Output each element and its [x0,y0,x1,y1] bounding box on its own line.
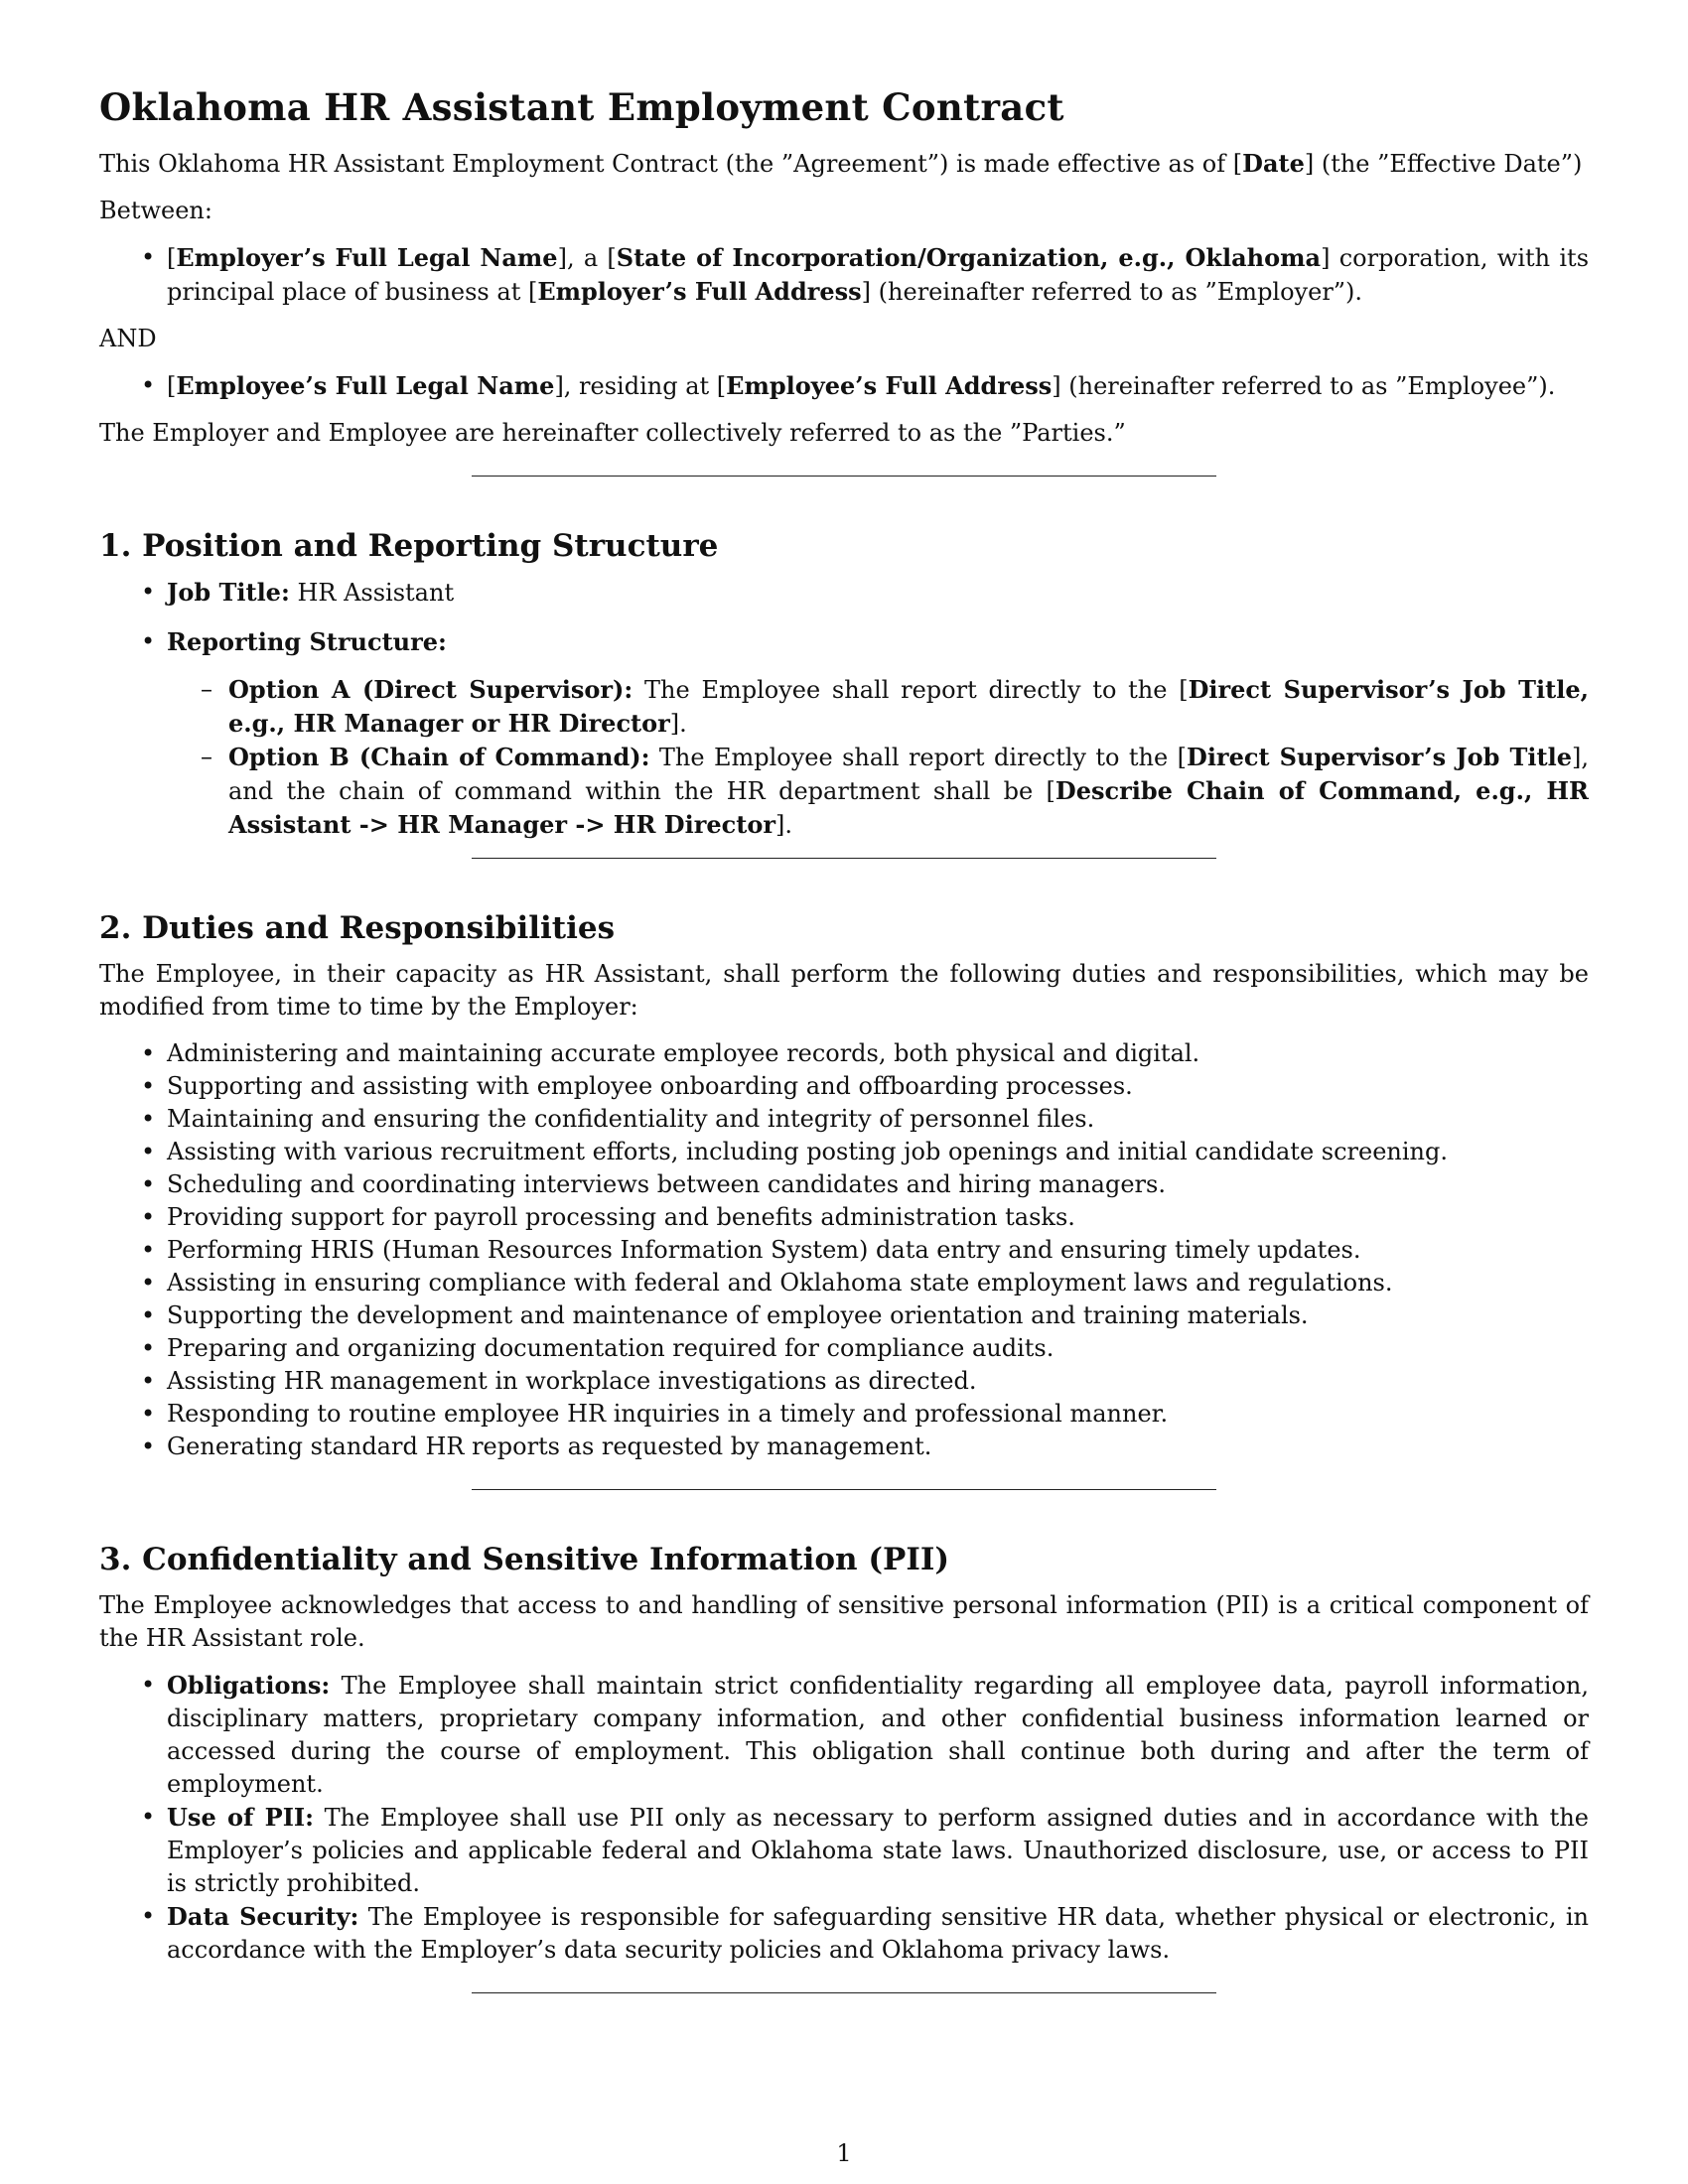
section-divider [472,858,1216,859]
section-3-intro: The Employee acknowledges that access to and handling of sensitive personal information (PII) is a critical component of the HR Assistant role. [99,1591,1589,1652]
obligations-item: • Obligations: The Employee shall maintain strict confidentiality regarding all employee data, payroll information, disciplinary matters, proprietary company information, and other confidential business information learned or accessed during the course of employment. This obligation shall continue both during and after the term of employment. [167,1669,1589,1801]
confidentiality-list [99,1669,1589,1967]
employer-name-placeholder: Employer’s Full Legal Name [176,243,558,272]
use-of-pii-item: • Use of PII: The Employee shall use PII only as necessary to perform assigned duties and in accordance with the Employer’s policies and applicable federal and Oklahoma state laws. Unauthorized disclosure, use, or access to PII is strictly prohibited. [167,1801,1589,1900]
page-number: 1 [836,2139,852,2167]
duty-item: • Assisting in ensuring compliance with federal and Oklahoma state employment laws and regulations. [167,1267,1589,1299]
effective-date-placeholder: Date [1242,149,1305,178]
between-label: Between: [99,197,212,224]
intro-paragraph: This Oklahoma HR Assistant Employment Contract (the ”Agreement”) is made effective as of [Date] (the ”Effective Date”) [99,149,1583,178]
section-divider [472,1489,1216,1490]
duty-item: • Scheduling and coordinating interviews between candidates and hiring managers. [167,1168,1589,1201]
duty-item: • Performing HRIS (Human Resources Information System) data entry and ensuring timely updates. [167,1234,1589,1267]
duty-item: • Administering and maintaining accurate employee records, both physical and digital. [167,1037,1589,1070]
parties-paragraph: The Employer and Employee are hereinafter collectively referred to as the ”Parties.” [99,419,1126,447]
employer-list [99,241,1589,309]
section-divider [472,1992,1216,1993]
employee-list [99,369,1589,403]
employee-address-placeholder: Employee’s Full Address [726,371,1053,400]
duties-list [99,1037,1589,1463]
employee-item: • [Employee’s Full Legal Name], residing at [Employee’s Full Address] (hereinafter referred to as ”Employee”). [167,369,1589,403]
option-a-item: – Option A (Direct Supervisor): The Employee shall report directly to the [Direct Supervisor’s Job Title, e.g., HR Manager or HR Director]. [228,673,1589,741]
duty-item: • Preparing and organizing documentation required for compliance audits. [167,1332,1589,1365]
duty-item: • Assisting with various recruitment efforts, including posting job openings and initial candidate screening. [167,1136,1589,1168]
reporting-structure-item: • Reporting Structure: – Option A (Direct Supervisor): The Employee shall report directly to the [Direct Supervisor’s Job Title, e.g., HR Manager or HR Director]. – Option B (Chain of Command): The Employee shall report directly to the [Direct Supervisor’s Job Title], and the chain of command within the HR department shall be [Describe Chain of Command, e.g., HR Assistant -> HR Manager -> HR Director]. [167,625,1589,842]
contract-page [99,85,1589,2045]
employee-name-placeholder: Employee’s Full Legal Name [176,371,555,400]
reporting-options-list [167,673,1589,842]
duty-item: • Generating standard HR reports as requested by management. [167,1431,1589,1463]
employer-address-placeholder: Employer’s Full Address [537,277,862,306]
employer-item: • [Employer’s Full Legal Name], a [State of Incorporation/Organization, e.g., Oklahoma] corporation, with its principal place of business at [Employer’s Full Address] (hereinafter referred to as ”Employer”). [167,241,1589,309]
duty-item: • Maintaining and ensuring the confidentiality and integrity of personnel files. [167,1103,1589,1136]
duty-item: • Providing support for payroll processing and benefits administration tasks. [167,1201,1589,1234]
section-2-heading: 2. Duties and Responsibilities [99,910,616,946]
job-title-item: • Job Title: HR Assistant [167,576,1589,610]
employer-state-placeholder: State of Incorporation/Organization, e.g., Oklahoma [616,243,1322,272]
duty-item: • Responding to routine employee HR inquiries in a timely and professional manner. [167,1398,1589,1431]
duty-item: • Supporting and assisting with employee onboarding and offboarding processes. [167,1070,1589,1103]
document-title: Oklahoma HR Assistant Employment Contract [99,85,1064,129]
duty-item: • Supporting the development and maintenance of employee orientation and training materials. [167,1299,1589,1332]
section-2-intro: The Employee, in their capacity as HR Assistant, shall perform the following duties and responsibilities, which may be modified from time to time by the Employer: [99,960,1589,1021]
section-1-list [99,576,1589,842]
data-security-item: • Data Security: The Employee is responsible for safeguarding sensitive HR data, whether physical or electronic, in accordance with the Employer’s data security policies and Oklahoma privacy laws. [167,1900,1589,1967]
and-label: AND [99,325,157,352]
section-divider [472,476,1216,477]
duty-item: • Assisting HR management in workplace investigations as directed. [167,1365,1589,1398]
section-1-heading: 1. Position and Reporting Structure [99,528,719,564]
option-b-item: – Option B (Chain of Command): The Employee shall report directly to the [Direct Supervisor’s Job Title], and the chain of command within the HR department shall be [Describe Chain of Command, e.g., HR Assistant -> HR Manager -> HR Director]. [228,741,1589,842]
section-3-heading: 3. Confidentiality and Sensitive Information (PII) [99,1542,949,1577]
